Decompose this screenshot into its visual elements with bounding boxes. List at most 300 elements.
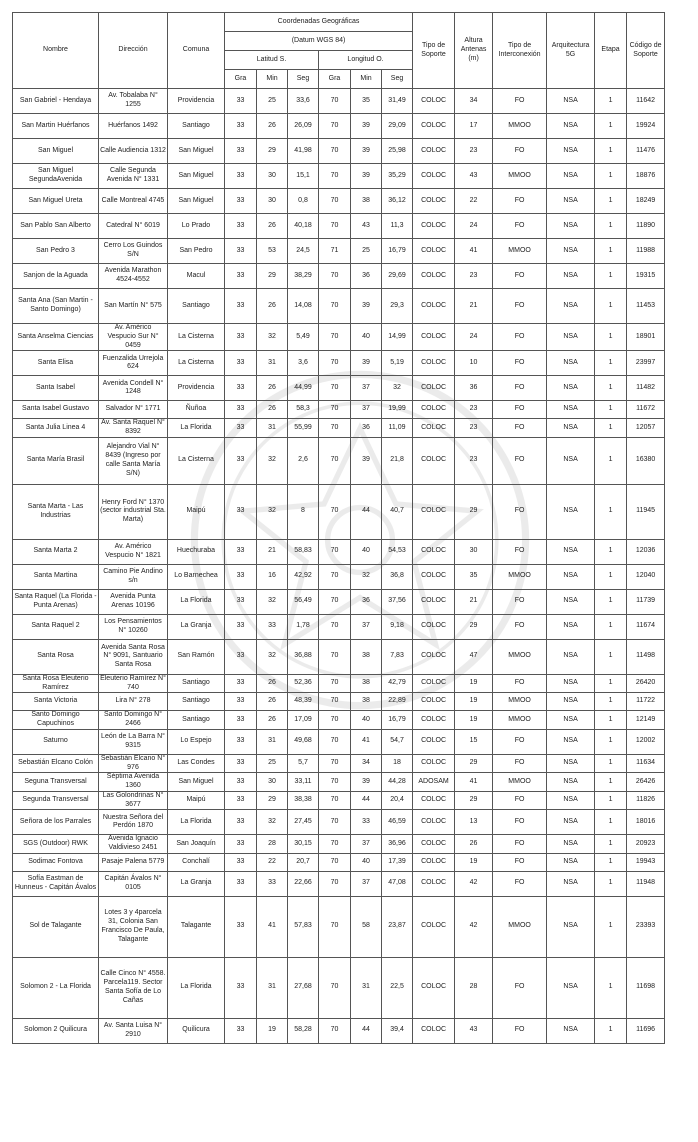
cell-lat-seg: 2,6: [288, 437, 319, 484]
cell-lon-gra: 70: [319, 114, 351, 139]
cell-etapa: 1: [595, 853, 627, 871]
cell-lon-gra: 70: [319, 419, 351, 438]
cell-nombre: Santa Raquel (La Florida - Punta Arenas): [13, 589, 99, 614]
cell-lon-gra: 70: [319, 164, 351, 189]
cell-direccion: Las Golondrinas N° 3677: [99, 791, 168, 810]
cell-nombre: Sol de Talagante: [13, 896, 99, 957]
table-row: [13, 791, 665, 810]
cell-interconexion: FO: [493, 139, 547, 164]
cell-comuna: Ñuñoa: [168, 401, 225, 419]
cell-interconexion: FO: [493, 484, 547, 539]
cell-altura: 29: [455, 484, 493, 539]
cell-interconexion: FO: [493, 674, 547, 693]
cell-arquitectura: NSA: [547, 729, 595, 754]
cell-lon-seg: 36,12: [382, 189, 413, 214]
cell-direccion: Av. Américo Vespucio Sur N° 0459: [99, 324, 168, 351]
cell-etapa: 1: [595, 711, 627, 730]
cell-direccion: Cerro Los Guindos S/N: [99, 239, 168, 264]
cell-lat-min: 53: [257, 239, 288, 264]
table-row: [13, 289, 665, 324]
cell-lon-gra: 70: [319, 564, 351, 589]
cell-altura: 19: [455, 693, 493, 711]
cell-lon-seg: 47,08: [382, 871, 413, 896]
table-row: [13, 264, 665, 289]
cell-codigo: 12002: [627, 729, 665, 754]
cell-direccion: San Martín N° 575: [99, 289, 168, 324]
cell-codigo: 11739: [627, 589, 665, 614]
cell-altura: 29: [455, 754, 493, 773]
cell-nombre: San Martin Huérfanos: [13, 114, 99, 139]
cell-lon-seg: 42,79: [382, 674, 413, 693]
cell-soporte: COLOC: [413, 853, 455, 871]
cell-soporte: COLOC: [413, 264, 455, 289]
cell-etapa: 1: [595, 214, 627, 239]
cell-nombre: Segunda Transversal: [13, 791, 99, 810]
cell-direccion: Calle Cinco N° 4558. Parcela119. Sector Santa Sofía de Lo Cañas: [99, 957, 168, 1018]
cell-altura: 41: [455, 773, 493, 792]
cell-direccion: Huérfanos 1492: [99, 114, 168, 139]
cell-comuna: La Cisterna: [168, 324, 225, 351]
cell-lat-seg: 3,6: [288, 351, 319, 376]
table-row: [13, 376, 665, 401]
cell-altura: 41: [455, 239, 493, 264]
cell-lat-min: 32: [257, 639, 288, 674]
cell-lon-seg: 17,39: [382, 853, 413, 871]
cell-arquitectura: NSA: [547, 693, 595, 711]
cell-arquitectura: NSA: [547, 484, 595, 539]
cell-lat-gra: 33: [225, 239, 257, 264]
cell-nombre: Santa María Brasil: [13, 437, 99, 484]
cell-altura: 43: [455, 1018, 493, 1043]
cell-arquitectura: NSA: [547, 401, 595, 419]
cell-codigo: 11698: [627, 957, 665, 1018]
cell-codigo: 18016: [627, 810, 665, 835]
cell-direccion: Los Pensamientos N° 10260: [99, 614, 168, 639]
cell-lat-seg: 5,7: [288, 754, 319, 773]
cell-soporte: COLOC: [413, 437, 455, 484]
cell-lon-min: 38: [351, 189, 382, 214]
table-row: [13, 189, 665, 214]
cell-nombre: Santa Anselma Ciencias: [13, 324, 99, 351]
cell-lon-seg: 5,19: [382, 351, 413, 376]
table-row: [13, 437, 665, 484]
cell-codigo: 11948: [627, 871, 665, 896]
cell-lat-min: 31: [257, 729, 288, 754]
cell-direccion: Calle Montreal 4745: [99, 189, 168, 214]
cell-lon-min: 43: [351, 214, 382, 239]
cell-soporte: COLOC: [413, 324, 455, 351]
cell-lon-min: 37: [351, 614, 382, 639]
cell-etapa: 1: [595, 773, 627, 792]
cell-altura: 35: [455, 564, 493, 589]
cell-lat-min: 31: [257, 419, 288, 438]
cell-lat-seg: 1,78: [288, 614, 319, 639]
cell-lon-gra: 70: [319, 401, 351, 419]
cell-soporte: COLOC: [413, 639, 455, 674]
cell-etapa: 1: [595, 674, 627, 693]
cell-lat-seg: 30,15: [288, 835, 319, 854]
header-tipo-interconexion: Tipo de Interconexión: [493, 13, 547, 89]
cell-interconexion: FO: [493, 791, 547, 810]
cell-altura: 23: [455, 437, 493, 484]
cell-altura: 19: [455, 674, 493, 693]
cell-interconexion: FO: [493, 289, 547, 324]
cell-interconexion: FO: [493, 835, 547, 854]
cell-lon-min: 36: [351, 419, 382, 438]
cell-lon-min: 37: [351, 376, 382, 401]
cell-lon-min: 40: [351, 711, 382, 730]
cell-nombre: Señora de los Parrales: [13, 810, 99, 835]
cell-nombre: Santa Victoria: [13, 693, 99, 711]
cell-soporte: COLOC: [413, 164, 455, 189]
cell-arquitectura: NSA: [547, 164, 595, 189]
cell-soporte: COLOC: [413, 729, 455, 754]
cell-interconexion: FO: [493, 89, 547, 114]
cell-codigo: 11722: [627, 693, 665, 711]
cell-interconexion: FO: [493, 264, 547, 289]
cell-lon-min: 37: [351, 871, 382, 896]
header-coordenadas: Coordenadas Geográficas: [225, 13, 413, 32]
cell-etapa: 1: [595, 437, 627, 484]
cell-lon-gra: 70: [319, 773, 351, 792]
cell-soporte: COLOC: [413, 401, 455, 419]
cell-lon-gra: 71: [319, 239, 351, 264]
cell-arquitectura: NSA: [547, 589, 595, 614]
cell-lon-seg: 29,69: [382, 264, 413, 289]
cell-etapa: 1: [595, 1018, 627, 1043]
cell-lat-min: 41: [257, 896, 288, 957]
cell-comuna: Santiago: [168, 674, 225, 693]
cell-interconexion: FO: [493, 437, 547, 484]
cell-lat-seg: 52,36: [288, 674, 319, 693]
cell-lat-seg: 42,92: [288, 564, 319, 589]
cell-interconexion: FO: [493, 729, 547, 754]
cell-nombre: Santa Isabel Gustavo: [13, 401, 99, 419]
cell-soporte: ADOSAM: [413, 773, 455, 792]
cell-lat-gra: 33: [225, 324, 257, 351]
cell-lon-min: 40: [351, 853, 382, 871]
cell-lon-gra: 70: [319, 674, 351, 693]
cell-lat-seg: 38,38: [288, 791, 319, 810]
cell-nombre: Sebastián Elcano Colón: [13, 754, 99, 773]
cell-codigo: 12040: [627, 564, 665, 589]
cell-etapa: 1: [595, 324, 627, 351]
table-row: [13, 214, 665, 239]
cell-interconexion: MMOO: [493, 711, 547, 730]
cell-direccion: Santo Domingo N° 2466: [99, 711, 168, 730]
cell-arquitectura: NSA: [547, 896, 595, 957]
cell-soporte: COLOC: [413, 376, 455, 401]
cell-lon-min: 40: [351, 539, 382, 564]
cell-lon-seg: 35,29: [382, 164, 413, 189]
cell-lon-gra: 70: [319, 289, 351, 324]
cell-codigo: 11674: [627, 614, 665, 639]
cell-lon-gra: 70: [319, 139, 351, 164]
cell-interconexion: MMOO: [493, 564, 547, 589]
cell-nombre: Seguna Transversal: [13, 773, 99, 792]
cell-lat-gra: 33: [225, 711, 257, 730]
cell-interconexion: FO: [493, 957, 547, 1018]
table-header: [13, 13, 665, 89]
table-row: [13, 239, 665, 264]
cell-lat-gra: 33: [225, 639, 257, 674]
cell-lon-gra: 70: [319, 539, 351, 564]
cell-comuna: San Miguel: [168, 773, 225, 792]
cell-lat-seg: 33,11: [288, 773, 319, 792]
cell-arquitectura: NSA: [547, 871, 595, 896]
cell-lon-gra: 70: [319, 729, 351, 754]
cell-lon-min: 40: [351, 324, 382, 351]
cell-soporte: COLOC: [413, 419, 455, 438]
cell-arquitectura: NSA: [547, 324, 595, 351]
cell-lat-seg: 14,08: [288, 289, 319, 324]
cell-lon-seg: 11,3: [382, 214, 413, 239]
cell-lat-gra: 33: [225, 376, 257, 401]
cell-direccion: Calle Audiencia 1312: [99, 139, 168, 164]
cell-arquitectura: NSA: [547, 674, 595, 693]
cell-lat-min: 29: [257, 264, 288, 289]
cell-soporte: COLOC: [413, 693, 455, 711]
cell-soporte: COLOC: [413, 89, 455, 114]
cell-codigo: 18876: [627, 164, 665, 189]
header-longitud: Longitud O.: [319, 51, 413, 70]
header-lon-min: Min: [351, 70, 382, 89]
cell-etapa: 1: [595, 693, 627, 711]
cell-lon-seg: 36,8: [382, 564, 413, 589]
cell-lat-seg: 20,7: [288, 853, 319, 871]
cell-lon-seg: 54,7: [382, 729, 413, 754]
cell-interconexion: FO: [493, 376, 547, 401]
cell-lon-min: 38: [351, 639, 382, 674]
cell-lon-min: 35: [351, 89, 382, 114]
table-row: [13, 896, 665, 957]
cell-lat-min: 32: [257, 589, 288, 614]
table-row: [13, 853, 665, 871]
table-row: [13, 674, 665, 693]
cell-lon-min: 39: [351, 164, 382, 189]
cell-comuna: Santiago: [168, 289, 225, 324]
cell-lon-seg: 31,49: [382, 89, 413, 114]
cell-arquitectura: NSA: [547, 539, 595, 564]
cell-soporte: COLOC: [413, 674, 455, 693]
cell-direccion: Av. Santa Luisa N° 2910: [99, 1018, 168, 1043]
cell-comuna: Las Condes: [168, 754, 225, 773]
cell-lon-min: 44: [351, 484, 382, 539]
cell-lat-min: 26: [257, 376, 288, 401]
cell-lon-seg: 16,79: [382, 711, 413, 730]
cell-lon-seg: 9,18: [382, 614, 413, 639]
cell-lat-min: 26: [257, 289, 288, 324]
cell-lat-seg: 36,88: [288, 639, 319, 674]
cell-arquitectura: NSA: [547, 139, 595, 164]
cell-direccion: Lira N° 278: [99, 693, 168, 711]
cell-lat-seg: 56,49: [288, 589, 319, 614]
cell-lon-seg: 16,79: [382, 239, 413, 264]
table-row: [13, 639, 665, 674]
cell-lon-min: 37: [351, 835, 382, 854]
cell-lat-gra: 33: [225, 693, 257, 711]
table-row: [13, 835, 665, 854]
cell-arquitectura: NSA: [547, 614, 595, 639]
cell-lon-gra: 70: [319, 484, 351, 539]
cell-lon-gra: 70: [319, 264, 351, 289]
cell-lat-gra: 33: [225, 484, 257, 539]
cell-interconexion: FO: [493, 614, 547, 639]
cell-etapa: 1: [595, 729, 627, 754]
cell-lon-seg: 29,3: [382, 289, 413, 324]
cell-codigo: 23393: [627, 896, 665, 957]
cell-comuna: Lo Prado: [168, 214, 225, 239]
cell-etapa: 1: [595, 871, 627, 896]
cell-interconexion: MMOO: [493, 164, 547, 189]
cell-lat-seg: 0,8: [288, 189, 319, 214]
cell-soporte: COLOC: [413, 614, 455, 639]
cell-etapa: 1: [595, 376, 627, 401]
cell-lat-seg: 8: [288, 484, 319, 539]
cell-direccion: Séptima Avenida 1360: [99, 773, 168, 792]
header-direccion: Dirección: [99, 13, 168, 89]
cell-direccion: Calle Segunda Avenida N° 1331: [99, 164, 168, 189]
header-lat-gra: Gra: [225, 70, 257, 89]
cell-lon-gra: 70: [319, 693, 351, 711]
cell-lat-seg: 24,5: [288, 239, 319, 264]
cell-direccion: Av. Santa Raquel N° 8392: [99, 419, 168, 438]
cell-codigo: 19924: [627, 114, 665, 139]
cell-lon-seg: 29,09: [382, 114, 413, 139]
cell-direccion: Salvador N° 1771: [99, 401, 168, 419]
cell-lon-seg: 18: [382, 754, 413, 773]
cell-lat-seg: 27,68: [288, 957, 319, 1018]
cell-codigo: 11476: [627, 139, 665, 164]
table-row: [13, 401, 665, 419]
cell-lat-gra: 33: [225, 754, 257, 773]
cell-lon-gra: 70: [319, 791, 351, 810]
cell-etapa: 1: [595, 264, 627, 289]
cell-lat-min: 31: [257, 957, 288, 1018]
cell-arquitectura: NSA: [547, 957, 595, 1018]
cell-lat-gra: 33: [225, 773, 257, 792]
cell-lon-seg: 54,53: [382, 539, 413, 564]
header-datum: (Datum WGS 84): [225, 32, 413, 51]
header-tipo-soporte: Tipo de Soporte: [413, 13, 455, 89]
table-row: [13, 810, 665, 835]
cell-altura: 42: [455, 871, 493, 896]
cell-arquitectura: NSA: [547, 564, 595, 589]
cell-comuna: Lo Espejo: [168, 729, 225, 754]
cell-altura: 13: [455, 810, 493, 835]
cell-etapa: 1: [595, 351, 627, 376]
cell-lat-min: 31: [257, 351, 288, 376]
cell-lon-seg: 36,96: [382, 835, 413, 854]
header-lat-min: Min: [257, 70, 288, 89]
cell-interconexion: MMOO: [493, 896, 547, 957]
cell-lat-min: 33: [257, 871, 288, 896]
cell-codigo: 11642: [627, 89, 665, 114]
header-lon-gra: Gra: [319, 70, 351, 89]
cell-interconexion: FO: [493, 1018, 547, 1043]
cell-lon-min: 39: [351, 437, 382, 484]
cell-lat-gra: 33: [225, 139, 257, 164]
cell-soporte: COLOC: [413, 810, 455, 835]
table-row: [13, 164, 665, 189]
cell-lon-seg: 7,83: [382, 639, 413, 674]
cell-soporte: COLOC: [413, 589, 455, 614]
cell-lon-seg: 44,28: [382, 773, 413, 792]
cell-lat-gra: 33: [225, 957, 257, 1018]
cell-lat-gra: 33: [225, 1018, 257, 1043]
cell-etapa: 1: [595, 401, 627, 419]
cell-direccion: Av. Tobalaba N° 1255: [99, 89, 168, 114]
cell-nombre: Santa Isabel: [13, 376, 99, 401]
table-row: [13, 419, 665, 438]
table-row: [13, 614, 665, 639]
table-row: [13, 484, 665, 539]
cell-nombre: San Miguel SegundaAvenida: [13, 164, 99, 189]
cell-lon-gra: 70: [319, 896, 351, 957]
header-comuna: Comuna: [168, 13, 225, 89]
cell-lat-gra: 33: [225, 114, 257, 139]
cell-lat-gra: 33: [225, 401, 257, 419]
cell-codigo: 19315: [627, 264, 665, 289]
cell-lat-min: 19: [257, 1018, 288, 1043]
antenna-sites-sheet: [12, 12, 664, 1044]
cell-comuna: La Granja: [168, 614, 225, 639]
cell-lat-seg: 38,29: [288, 264, 319, 289]
cell-comuna: San Miguel: [168, 189, 225, 214]
cell-lon-seg: 37,56: [382, 589, 413, 614]
header-latitud: Latitud S.: [225, 51, 319, 70]
header-nombre: Nombre: [13, 13, 99, 89]
cell-lat-gra: 33: [225, 674, 257, 693]
cell-lat-min: 29: [257, 139, 288, 164]
cell-nombre: Santo Domingo Capuchinos: [13, 711, 99, 730]
cell-lat-gra: 33: [225, 264, 257, 289]
cell-interconexion: FO: [493, 810, 547, 835]
cell-lat-min: 32: [257, 484, 288, 539]
cell-altura: 29: [455, 791, 493, 810]
cell-lat-gra: 33: [225, 419, 257, 438]
cell-codigo: 26420: [627, 674, 665, 693]
cell-lat-min: 32: [257, 810, 288, 835]
cell-comuna: San Joaquín: [168, 835, 225, 854]
cell-lat-min: 26: [257, 214, 288, 239]
cell-interconexion: FO: [493, 401, 547, 419]
cell-lon-min: 44: [351, 791, 382, 810]
cell-lon-min: 41: [351, 729, 382, 754]
cell-arquitectura: NSA: [547, 835, 595, 854]
table-body: [13, 89, 665, 1044]
cell-altura: 43: [455, 164, 493, 189]
table-row: [13, 589, 665, 614]
cell-lon-gra: 70: [319, 614, 351, 639]
cell-lon-gra: 70: [319, 711, 351, 730]
cell-arquitectura: NSA: [547, 711, 595, 730]
cell-lon-gra: 70: [319, 639, 351, 674]
cell-nombre: Saturno: [13, 729, 99, 754]
cell-nombre: San Miguel Ureta: [13, 189, 99, 214]
cell-altura: 21: [455, 289, 493, 324]
cell-nombre: Santa Rosa Eleuterio Ramírez: [13, 674, 99, 693]
cell-altura: 24: [455, 214, 493, 239]
cell-etapa: 1: [595, 484, 627, 539]
cell-direccion: Avenida Marathon 4524-4552: [99, 264, 168, 289]
cell-altura: 19: [455, 853, 493, 871]
cell-lon-seg: 32: [382, 376, 413, 401]
cell-arquitectura: NSA: [547, 239, 595, 264]
cell-soporte: COLOC: [413, 214, 455, 239]
cell-lon-min: 39: [351, 114, 382, 139]
cell-arquitectura: NSA: [547, 853, 595, 871]
